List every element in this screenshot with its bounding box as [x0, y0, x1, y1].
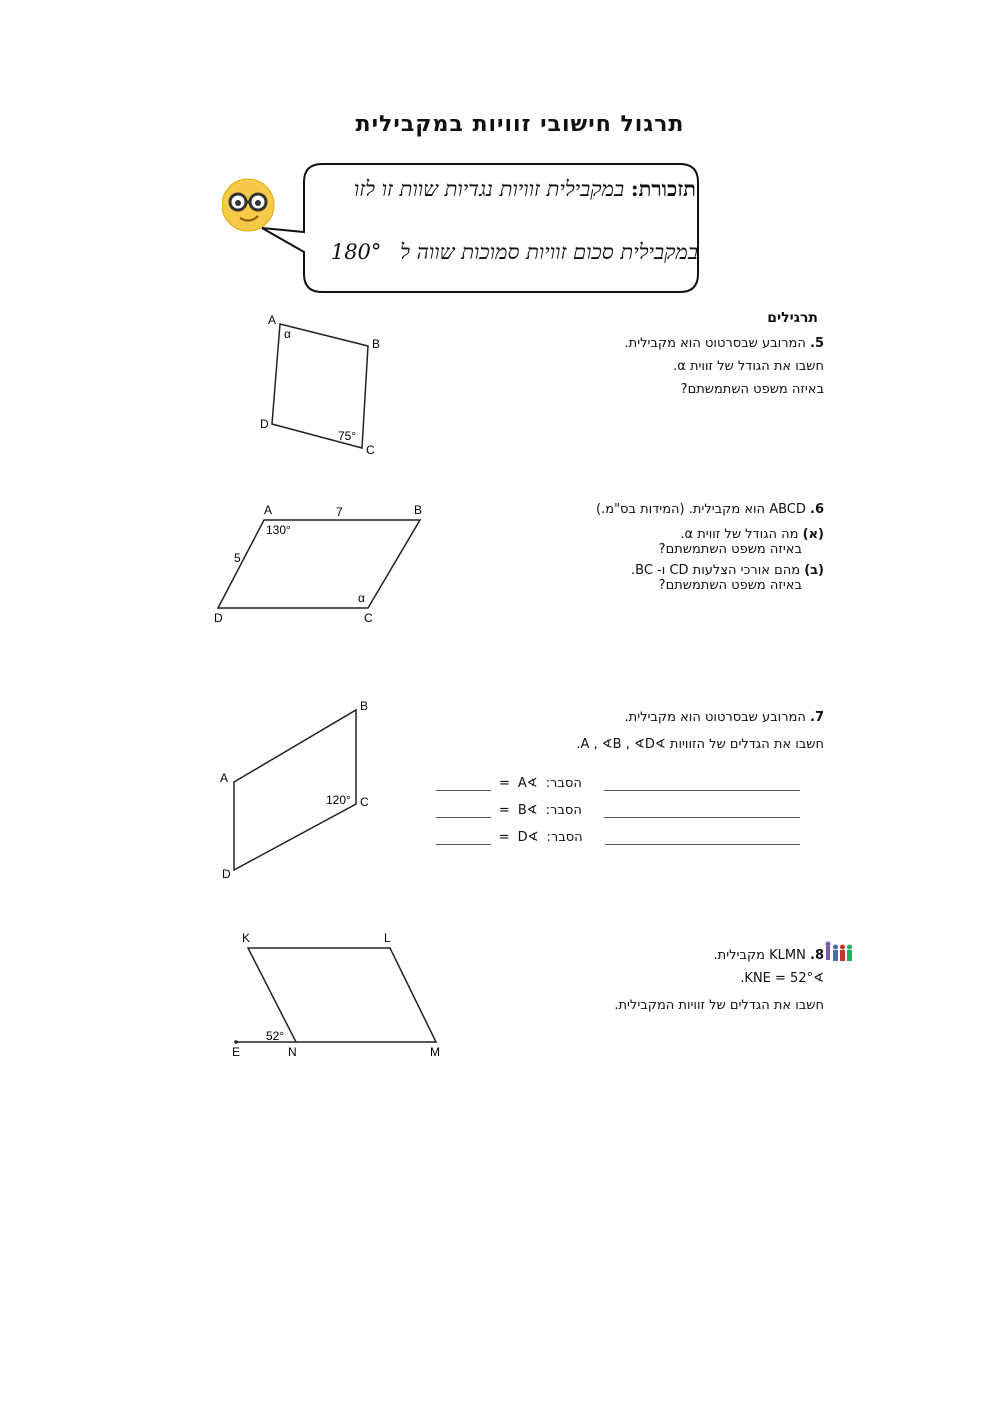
q7-label-D: D: [222, 867, 231, 881]
q7-row-B: = ∢B הסבר:: [436, 791, 800, 818]
q5-figure: [250, 310, 390, 460]
q5-angle: 75°: [338, 429, 357, 443]
q8-label-K: K: [242, 931, 251, 945]
q6-label-B: B: [414, 503, 423, 517]
q5-alpha: α: [284, 327, 291, 341]
group-work-icon: [824, 940, 854, 964]
question-8: 8. KLMN מקבילית. ∢KNE = 52°. חשבו את הגדלים של זוויות המקבילית.: [494, 948, 824, 1013]
q5-label-A: A: [268, 313, 277, 327]
question-7: 7. המרובע שבסרטוט הוא מקבילית. חשבו את הגדלים של הזוויות ∢A , ∢B , ∢D.: [424, 710, 824, 752]
q5-line2: חשבו את הגודל של זווית α.: [673, 359, 824, 374]
answer-blank[interactable]: [436, 790, 491, 791]
q6-side-top: 7: [336, 505, 343, 519]
q7-answer-rows: [436, 764, 800, 845]
q7-line2: חשבו את הגדלים של הזוויות ∢A , ∢B , ∢D.: [576, 737, 824, 752]
q8-label-E: E: [232, 1045, 241, 1059]
q6-alpha: α: [358, 591, 365, 605]
q8-line3: חשבו את הגדלים של זוויות המקבילית.: [614, 998, 824, 1013]
page-title: תרגול חישובי זוויות במקבילית: [355, 112, 685, 137]
q7-angle: 120°: [326, 793, 351, 807]
q7-label-C: C: [360, 795, 369, 809]
q6-figure: [208, 498, 448, 628]
q7-figure: [216, 696, 386, 886]
reminder-line2: במקבילית סכום זוויות סמוכות שווה ל 180°: [330, 240, 698, 264]
q5-label-B: B: [372, 337, 381, 351]
q5-number: 5.: [810, 336, 824, 351]
answer-blank[interactable]: [436, 844, 491, 845]
section-heading: תרגילים: [767, 310, 818, 326]
q6-side-left: 5: [234, 551, 241, 565]
explanation-blank[interactable]: [604, 817, 800, 818]
q7-row-A: = ∢A הסבר:: [436, 764, 800, 791]
q8-label-N: N: [288, 1045, 297, 1059]
question-5: 5. המרובע שבסרטוט הוא מקבילית. חשבו את הגודל של זווית α. באיזה משפט השתמשתם?: [494, 336, 824, 397]
q6-number: 6.: [810, 502, 824, 517]
q8-label-M: M: [430, 1045, 440, 1059]
q8-label-L: L: [384, 931, 391, 945]
question-6: 6. ABCD הוא מקבילית. (המידות בס"מ.) (א) מה הגודל של זווית α. באיזה משפט השתמשתם? (ב) מהם אורכי הצלעות CD ו- BC. באיזה משפט השתמשתם?: [596, 502, 824, 593]
q6-label-C: C: [364, 611, 373, 625]
explanation-blank[interactable]: [604, 790, 800, 791]
q7-label-B: B: [360, 699, 369, 713]
reminder-line1: תזכורת: במקבילית זוויות נגדיות שוות זו לזו: [353, 176, 696, 201]
explanation-blank[interactable]: [605, 844, 800, 845]
nerd-face-icon: [222, 179, 274, 231]
answer-blank[interactable]: [436, 817, 491, 818]
q8-number: 8.: [810, 948, 824, 963]
q5-label-C: C: [366, 443, 375, 457]
q6-label-A: A: [264, 503, 273, 517]
q5-label-D: D: [260, 417, 269, 431]
q6-angle: 130°: [266, 523, 291, 537]
q6-label-D: D: [214, 611, 223, 625]
q7-label-A: A: [220, 771, 229, 785]
q8-angle: 52°: [266, 1029, 285, 1043]
q8-line2: ∢KNE = 52°.: [740, 971, 824, 986]
q7-number: 7.: [810, 710, 824, 725]
q7-row-D: = ∢D הסבר:: [436, 818, 800, 845]
q8-figure: [226, 928, 456, 1062]
q5-line3: באיזה משפט השתמשתם?: [680, 382, 824, 397]
